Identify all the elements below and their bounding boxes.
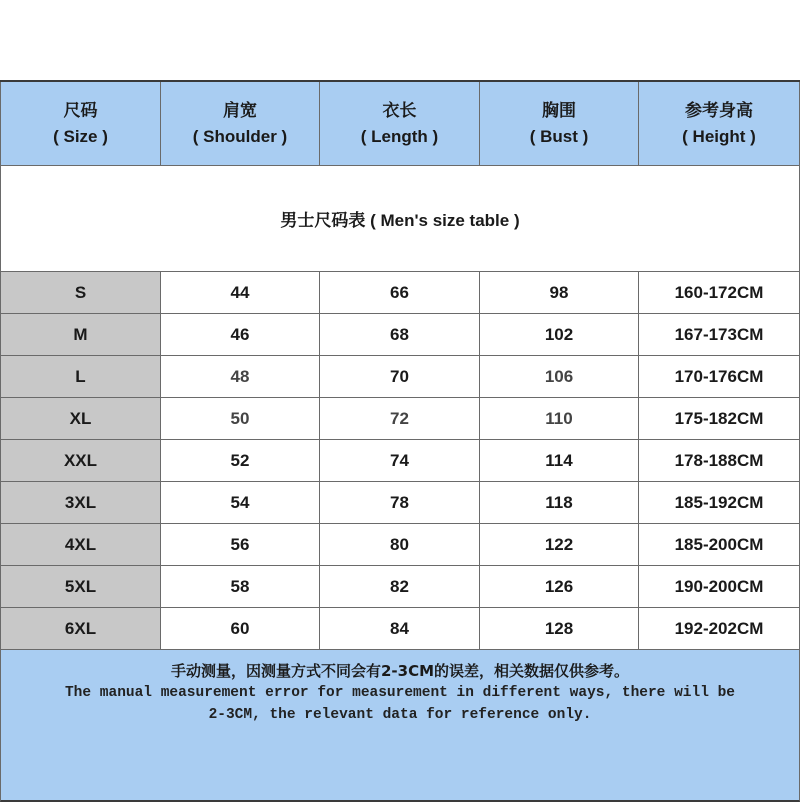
header-size bbox=[0, 82, 161, 166]
size-cell: XL bbox=[0, 398, 161, 440]
height-cell: 170-176CM bbox=[639, 356, 800, 398]
header-label-cn: 肩宽 bbox=[223, 100, 257, 120]
bust-cell: 98 bbox=[480, 272, 639, 314]
height-cell: 192-202CM bbox=[639, 608, 800, 650]
shoulder-cell: 46 bbox=[161, 314, 320, 356]
size-cell: 6XL bbox=[0, 608, 161, 650]
header-label-cn: 胸围 bbox=[542, 100, 576, 120]
shoulder-cell: 54 bbox=[161, 482, 320, 524]
bust-cell: 114 bbox=[480, 440, 639, 482]
table-row bbox=[0, 566, 800, 608]
length-cell: 82 bbox=[320, 566, 480, 608]
shoulder-cell: 56 bbox=[161, 524, 320, 566]
table-row bbox=[0, 272, 800, 314]
shoulder-cell: 52 bbox=[161, 440, 320, 482]
length-cell: 84 bbox=[320, 608, 480, 650]
header-shoulder bbox=[161, 82, 320, 166]
header-bust bbox=[480, 82, 639, 166]
header-label-en: ( Length ) bbox=[360, 126, 439, 146]
length-cell: 68 bbox=[320, 314, 480, 356]
note-chinese: 手动测量，因测量方式不同会有2-3CM的误差，相关数据仅供参考。 bbox=[170, 662, 630, 680]
shoulder-cell: 60 bbox=[161, 608, 320, 650]
bust-cell: 106 bbox=[480, 356, 639, 398]
header-label-en: ( Shoulder ) bbox=[192, 126, 288, 146]
size-cell: 3XL bbox=[0, 482, 161, 524]
height-cell: 185-192CM bbox=[639, 482, 800, 524]
bust-cell: 128 bbox=[480, 608, 639, 650]
height-cell: 167-173CM bbox=[639, 314, 800, 356]
shoulder-cell: 48 bbox=[161, 356, 320, 398]
table-row bbox=[0, 608, 800, 650]
shoulder-cell: 50 bbox=[161, 398, 320, 440]
table-header-row bbox=[0, 82, 800, 166]
size-cell: 4XL bbox=[0, 524, 161, 566]
bust-cell: 118 bbox=[480, 482, 639, 524]
size-table bbox=[0, 80, 800, 802]
header-length bbox=[320, 82, 480, 166]
header-label-en: ( Bust ) bbox=[529, 126, 589, 146]
size-cell: S bbox=[0, 272, 161, 314]
height-cell: 178-188CM bbox=[639, 440, 800, 482]
table-caption: 男士尺码表 ( Men's size table ) bbox=[0, 166, 800, 272]
height-cell: 175-182CM bbox=[639, 398, 800, 440]
table-row bbox=[0, 314, 800, 356]
bust-cell: 122 bbox=[480, 524, 639, 566]
size-cell: XXL bbox=[0, 440, 161, 482]
measurement-note bbox=[0, 650, 800, 802]
size-cell: M bbox=[0, 314, 161, 356]
header-label-cn: 参考身高 bbox=[685, 100, 753, 120]
bust-cell: 102 bbox=[480, 314, 639, 356]
table-row bbox=[0, 356, 800, 398]
length-cell: 66 bbox=[320, 272, 480, 314]
length-cell: 80 bbox=[320, 524, 480, 566]
header-label-cn: 尺码 bbox=[63, 100, 98, 120]
note-english-line1: The manual measurement error for measurement in different ways, there will be bbox=[64, 685, 735, 701]
length-cell: 74 bbox=[320, 440, 480, 482]
header-label-en: ( Height ) bbox=[682, 126, 756, 146]
length-cell: 72 bbox=[320, 398, 480, 440]
height-cell: 190-200CM bbox=[639, 566, 800, 608]
header-label-cn: 衣长 bbox=[382, 100, 417, 120]
height-cell: 185-200CM bbox=[639, 524, 800, 566]
length-cell: 78 bbox=[320, 482, 480, 524]
table-row bbox=[0, 398, 800, 440]
size-cell: L bbox=[0, 356, 161, 398]
header-label-en: ( Size ) bbox=[53, 126, 108, 146]
length-cell: 70 bbox=[320, 356, 480, 398]
bust-cell: 110 bbox=[480, 398, 639, 440]
table-row bbox=[0, 482, 800, 524]
shoulder-cell: 58 bbox=[161, 566, 320, 608]
height-cell: 160-172CM bbox=[639, 272, 800, 314]
size-cell: 5XL bbox=[0, 566, 161, 608]
table-row bbox=[0, 524, 800, 566]
note-english-line2: 2-3CM, the relevant data for reference only. bbox=[208, 707, 592, 723]
bust-cell: 126 bbox=[480, 566, 639, 608]
table-row bbox=[0, 440, 800, 482]
shoulder-cell: 44 bbox=[161, 272, 320, 314]
header-height bbox=[639, 82, 800, 166]
